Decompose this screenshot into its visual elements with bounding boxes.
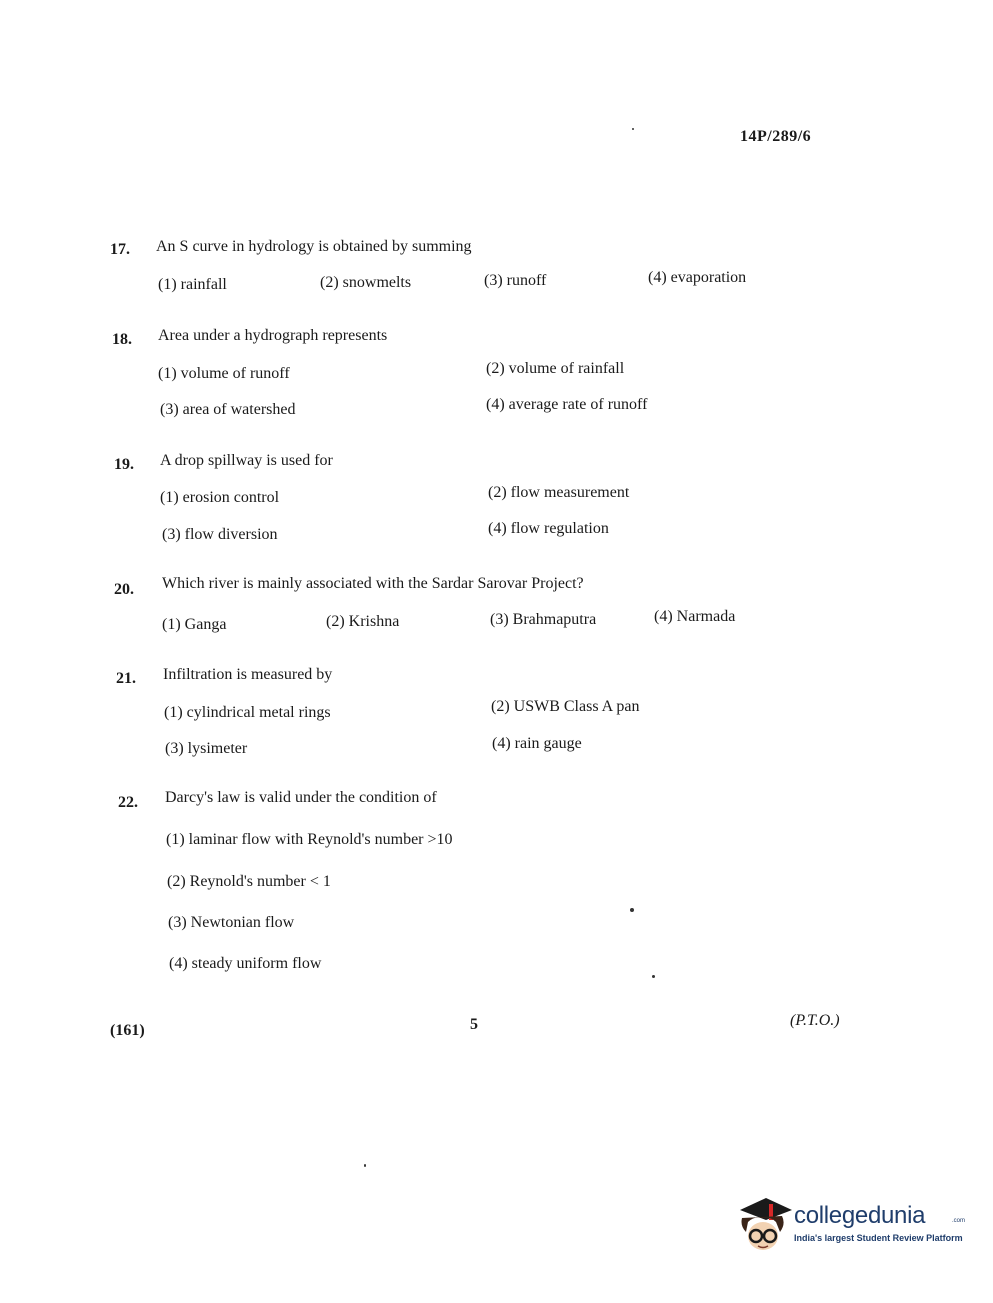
question-number: 19. xyxy=(114,456,134,473)
booklet-code: 14P/289/6 xyxy=(740,128,812,145)
option: (4) average rate of runoff xyxy=(486,396,648,413)
collegedunia-logo xyxy=(736,1196,966,1258)
option: (3) flow diversion xyxy=(162,526,278,543)
option: (4) steady uniform flow xyxy=(169,955,322,972)
option: (2) volume of rainfall xyxy=(486,360,625,377)
option: (2) USWB Class A pan xyxy=(491,698,640,715)
question-text: Infiltration is measured by xyxy=(163,666,333,683)
option: (4) flow regulation xyxy=(488,520,609,537)
question-number: 17. xyxy=(110,241,130,258)
option: (1) rainfall xyxy=(158,276,227,293)
option: (3) runoff xyxy=(484,272,547,289)
option: (2) flow measurement xyxy=(488,484,630,501)
option: (1) Ganga xyxy=(162,616,227,633)
question-text: A drop spillway is used for xyxy=(160,452,333,469)
scan-speck xyxy=(652,975,655,978)
option: (2) Krishna xyxy=(326,613,400,630)
option: (2) Reynold's number < 1 xyxy=(167,873,331,890)
question-number: 20. xyxy=(114,581,134,598)
option: (3) lysimeter xyxy=(165,740,248,757)
option: (4) rain gauge xyxy=(492,735,582,752)
question-number: 22. xyxy=(118,794,138,811)
scan-speck xyxy=(630,908,634,912)
logo-name: collegedunia xyxy=(794,1202,926,1229)
question-text: Darcy's law is valid under the condition of xyxy=(165,789,437,806)
please-turn-over: (P.T.O.) xyxy=(790,1012,840,1029)
question-number: 21. xyxy=(116,670,136,687)
option: (2) snowmelts xyxy=(320,274,412,291)
option: (1) laminar flow with Reynold's number >10 xyxy=(166,831,453,848)
option: (4) evaporation xyxy=(648,269,747,286)
option: (1) erosion control xyxy=(160,489,280,506)
option: (1) cylindrical metal rings xyxy=(164,704,331,721)
scan-speck xyxy=(632,128,634,130)
option: (3) area of watershed xyxy=(160,401,296,418)
option: (4) Narmada xyxy=(654,608,736,625)
question-number: 18. xyxy=(112,331,132,348)
mascot-icon xyxy=(736,1196,794,1258)
option: (3) Brahmaputra xyxy=(490,611,597,628)
scan-speck xyxy=(364,1164,366,1167)
page-number: 5 xyxy=(470,1016,478,1033)
question-text: Area under a hydrograph represents xyxy=(158,327,388,344)
question-text: Which river is mainly associated with the Sardar Sarovar Project? xyxy=(162,575,584,592)
booklet-serial: (161) xyxy=(110,1022,145,1039)
logo-suffix: .com xyxy=(952,1218,966,1224)
logo-tagline: India's largest Student Review Platform xyxy=(794,1233,963,1243)
option: (3) Newtonian flow xyxy=(168,914,295,931)
question-text: An S curve in hydrology is obtained by summing xyxy=(156,238,472,255)
option: (1) volume of runoff xyxy=(158,365,290,382)
